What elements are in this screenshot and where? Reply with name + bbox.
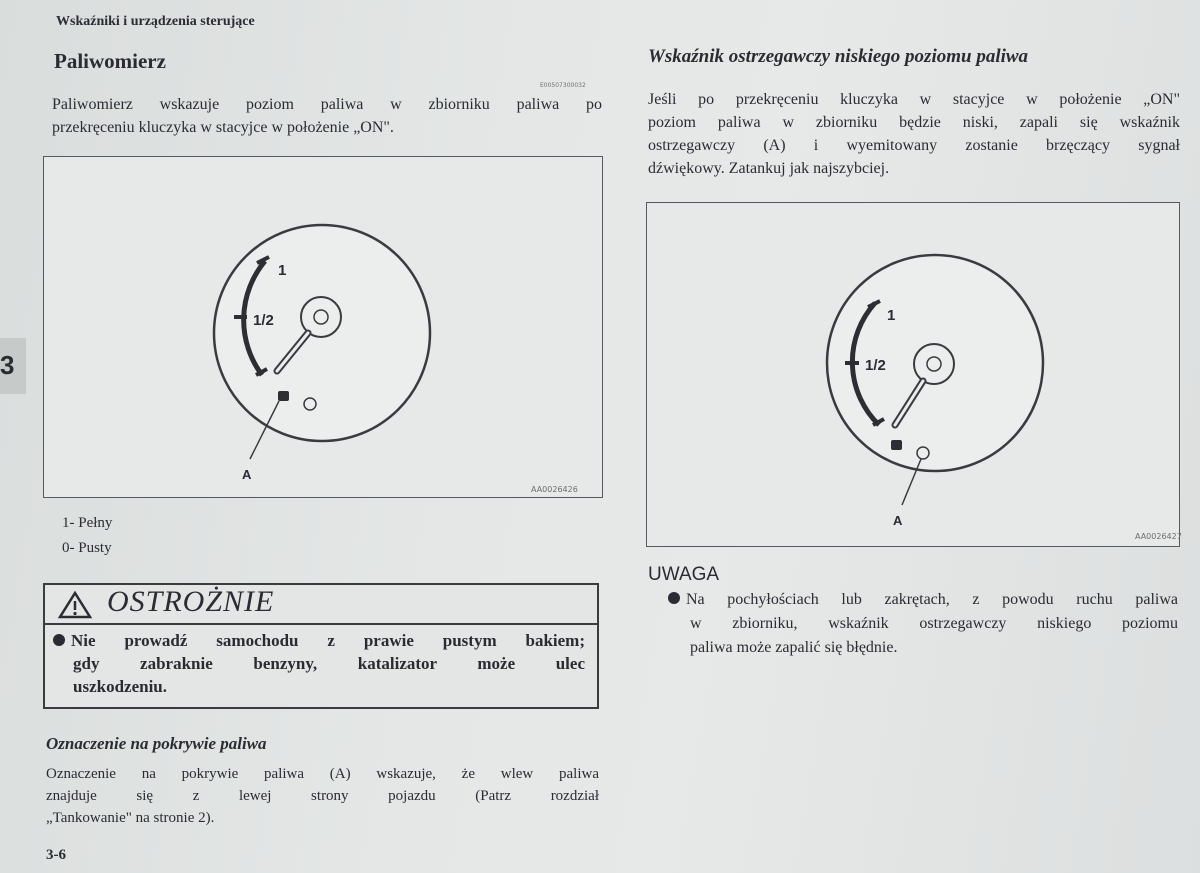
fuel-gauge-figure [43,156,603,498]
warning-triangle-icon [57,590,93,620]
figure-code: AA0026427 [1135,532,1182,541]
legend-empty: 0- Pusty [62,540,112,556]
paragraph-line: przekręceniu kluczyka w stacyjce w położenie „ON". [52,119,394,136]
caution-line: Nie prowadź samochodu z prawie pustym bakiem; [71,631,585,650]
paragraph-line: Oznaczenie na pokrywie paliwa (A) wskazuje, że wlew paliwa [46,766,599,782]
caution-line: gdy zabraknie benzyny, katalizator może ulec [73,654,585,673]
figure-code: AA0026426 [531,485,578,494]
chapter-tab [0,338,26,394]
paragraph-line: Jeśli po przekręceniu kluczyka w stacyjce w położenie „ON" [648,91,1180,108]
bullet-icon [53,634,65,646]
caution-text [53,629,585,698]
chapter-number: 3 [0,350,15,380]
callout-label-a: A [893,513,903,528]
needle-hub [914,344,954,384]
doc-code: E00507300032 [540,82,586,89]
paragraph-line: „Tankowanie" na stronie 2). [46,810,215,826]
low-fuel-paragraph [648,88,1180,180]
paragraph-line: dźwiękowy. Zatankuj jak najszybciej. [648,160,890,177]
low-fuel-warning-heading: Wskaźnik ostrzegawczy niskiego poziomu paliwa [648,46,1029,67]
fuel-pump-icon [278,391,289,401]
gauge-label-half: 1/2 [253,312,274,329]
paragraph-line: ostrzegawczy (A) i wyemitowany zostanie brzęczący sygnał [648,137,1180,154]
fuel-gauge-paragraph [52,93,602,139]
caution-title-bar [45,585,597,625]
note-paragraph [668,588,1178,660]
bullet-icon [668,592,680,604]
caution-box [43,583,599,709]
caution-title: OSTROŻNIE [107,585,275,618]
paragraph-line: Paliwomierz wskazuje poziom paliwa w zbiorniku paliwa po [52,96,602,113]
note-line: w zbiorniku, wskaźnik ostrzegawczy niskiego poziomu [690,615,1178,632]
paragraph-line: znajduje się z lewej strony pojazdu (Patrz rozdział [46,788,599,804]
fuel-cap-heading: Oznaczenie na pokrywie paliwa [46,734,267,753]
fuel-gauge-illustration [44,157,602,497]
warning-gauge-illustration [647,203,1179,546]
callout-label-a: A [242,467,252,482]
paragraph-line: poziom paliwa w zbiorniku będzie niski, zapali się wskaźnik [648,114,1180,131]
gauge-label-full: 1 [278,262,287,279]
fuel-cap-paragraph [46,763,599,829]
gauge-label-half: 1/2 [865,357,886,374]
warning-light-figure [646,202,1180,547]
page-number: 3-6 [46,847,66,863]
section-header: Wskaźniki i urządzenia sterujące [56,14,255,29]
fuel-pump-icon [891,440,902,450]
note-heading: UWAGA [648,564,720,585]
caution-line: uszkodzeniu. [73,677,167,696]
fuel-gauge-heading: Paliwomierz [54,49,166,73]
note-line: Na pochyłościach lub zakrętach, z powodu ruchu paliwa [686,591,1178,608]
note-line: paliwa może zapalić się błędnie. [690,639,898,656]
legend-full: 1- Pełny [62,515,113,531]
gauge-label-full: 1 [887,307,896,324]
